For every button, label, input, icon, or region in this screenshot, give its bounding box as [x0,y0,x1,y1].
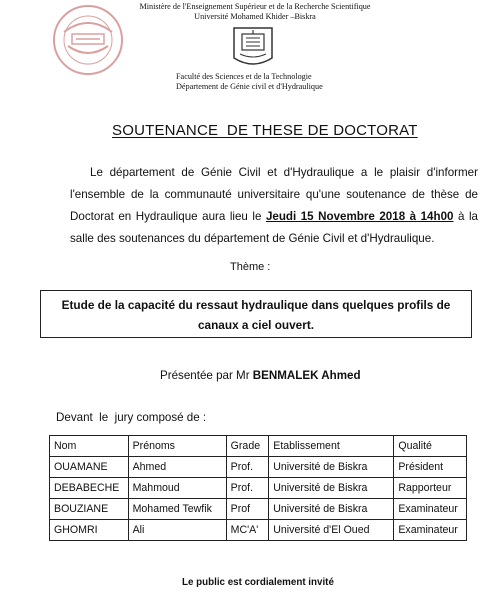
cell-etablissement: Université d'El Oued [269,520,394,541]
cell-nom: BOUZIANE [50,499,129,520]
cell-qualite: Examinateur [394,499,467,520]
page-title: SOUTENANCE DE THESE DE DOCTORAT [112,122,418,139]
announcement-text: Le département de Génie Civil et d'Hydraulique a le plaisir d'informer l'ensemble de la communauté universitaire qu'une soutenance de thèse de Doctorat en Hydraulique aura lieu le [70,166,478,223]
cell-etablissement: Université de Biskra [269,457,394,478]
ministry-line: Ministère de l'Enseignement Supérieur et de la Recherche Scientifique [139,2,371,11]
table-row [50,499,467,520]
faculty-line: Faculté des Sciences et de la Technologie [176,72,312,81]
cell-nom: GHOMRI [50,520,129,541]
table-row [50,520,467,541]
thesis-title: Etude de la capacité du ressaut hydraulique dans quelques profils de canaux a ciel ouvert. [61,298,451,332]
cell-prenoms: Ali [128,520,226,541]
cell-prenoms: Ahmed [128,457,226,478]
presented-prefix: Présentée par Mr [160,369,253,382]
cell-prenoms: Mohamed Tewfik [128,499,226,520]
defense-date: Jeudi 15 Novembre 2018 à 14h00 [265,210,454,223]
public-invitation: Le public est cordialement invité [182,577,334,588]
cell-grade: Prof [226,499,269,520]
department-seal-stamp [50,2,126,78]
faculty-header [176,72,356,92]
cell-nom: OUAMANE [50,457,129,478]
university-line: Université Mohamed Khider –Biskra [194,12,316,21]
ministry-header [120,2,390,22]
presented-by [160,369,361,382]
candidate-name: BENMALEK Ahmed [252,369,361,382]
table-header-row [50,436,467,457]
cell-qualite: Rapporteur [394,478,467,499]
cell-qualite: Président [394,457,467,478]
university-logo [226,24,280,70]
column-header-qualite: Qualité [394,436,467,457]
column-header-prenoms: Prénoms [128,436,226,457]
jury-label: Devant le jury composé de : [56,411,207,424]
department-line: Département de Génie civil et d'Hydraulique [176,82,323,91]
cell-etablissement: Université de Biskra [269,478,394,499]
cell-grade: MC'A' [226,520,269,541]
column-header-nom: Nom [50,436,129,457]
table-row [50,457,467,478]
table-row [50,478,467,499]
jury-table [49,435,467,541]
cell-etablissement: Université de Biskra [269,499,394,520]
announcement-text-end: à la salle des soutenances du département de Génie Civil et d'Hydraulique. [70,210,478,245]
cell-grade: Prof. [226,478,269,499]
announcement-paragraph [70,162,478,250]
cell-grade: Prof. [226,457,269,478]
cell-prenoms: Mahmoud [128,478,226,499]
cell-nom: DEBABECHE [50,478,129,499]
column-header-etablissement: Etablissement [269,436,394,457]
theme-label: Thème : [230,261,271,273]
cell-qualite: Examinateur [394,520,467,541]
column-header-grade: Grade [226,436,269,457]
